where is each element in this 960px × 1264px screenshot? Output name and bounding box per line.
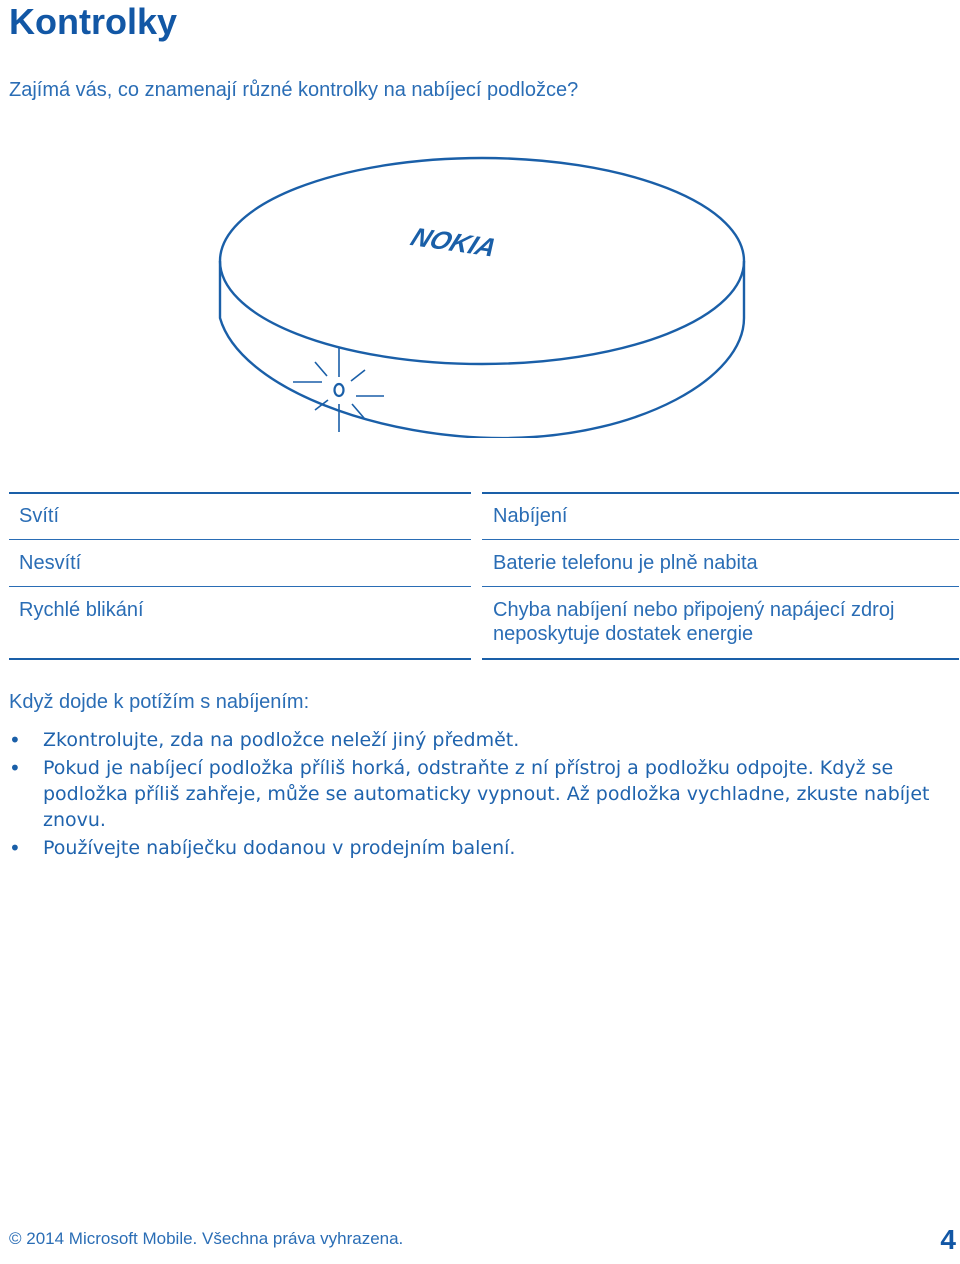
pad-side-wall xyxy=(220,261,744,438)
meaning-cell: Chyba nabíjení nebo připojený napájecí zdroj neposkytuje dostatek energie xyxy=(493,599,895,645)
table-rule xyxy=(9,492,471,494)
charging-pad-illustration xyxy=(210,148,755,438)
list-item-text: Používejte nabíječku dodanou v prodejním balení. xyxy=(43,837,516,859)
nokia-logo: NOKIA xyxy=(406,222,502,263)
table-rule xyxy=(482,492,959,494)
table-rule xyxy=(482,586,959,587)
table-rule xyxy=(9,658,471,660)
status-cell: Svítí xyxy=(19,505,60,527)
bullet-icon: • xyxy=(9,728,21,752)
page-title: Kontrolky xyxy=(9,1,178,42)
bullet-icon: • xyxy=(9,836,21,860)
status-cell: Rychlé blikání xyxy=(19,599,144,621)
table-rule xyxy=(9,586,471,587)
troubleshooting-list xyxy=(9,727,954,863)
table-rule xyxy=(9,539,471,540)
table-rule xyxy=(482,658,959,660)
intro-text: Zajímá vás, co znamenají různé kontrolky na nabíjecí podložce? xyxy=(9,79,579,101)
list-item-text: Pokud je nabíjecí podložka příliš horká, odstraňte z ní přístroj a podložku odpojte. Když se podložka příliš zahřeje, může se automaticky vypnout. Až podložka vychladne, zkuste nabíjet znovu. xyxy=(43,757,930,831)
table-rule xyxy=(482,539,959,540)
status-cell: Nesvítí xyxy=(19,552,82,574)
list-item-text: Zkontrolujte, zda na podložce neleží jiný předmět. xyxy=(43,729,520,751)
footer-copyright: © 2014 Microsoft Mobile. Všechna práva vyhrazena. xyxy=(9,1229,404,1248)
troubleshooting-heading: Když dojde k potížím s nabíjením: xyxy=(9,691,310,713)
meaning-cell: Baterie telefonu je plně nabita xyxy=(493,552,758,574)
list-item xyxy=(9,755,954,833)
bullet-icon: • xyxy=(9,756,21,780)
page-number: 4 xyxy=(940,1224,956,1255)
list-item xyxy=(9,835,954,861)
meaning-cell: Nabíjení xyxy=(493,505,568,527)
list-item xyxy=(9,727,954,753)
